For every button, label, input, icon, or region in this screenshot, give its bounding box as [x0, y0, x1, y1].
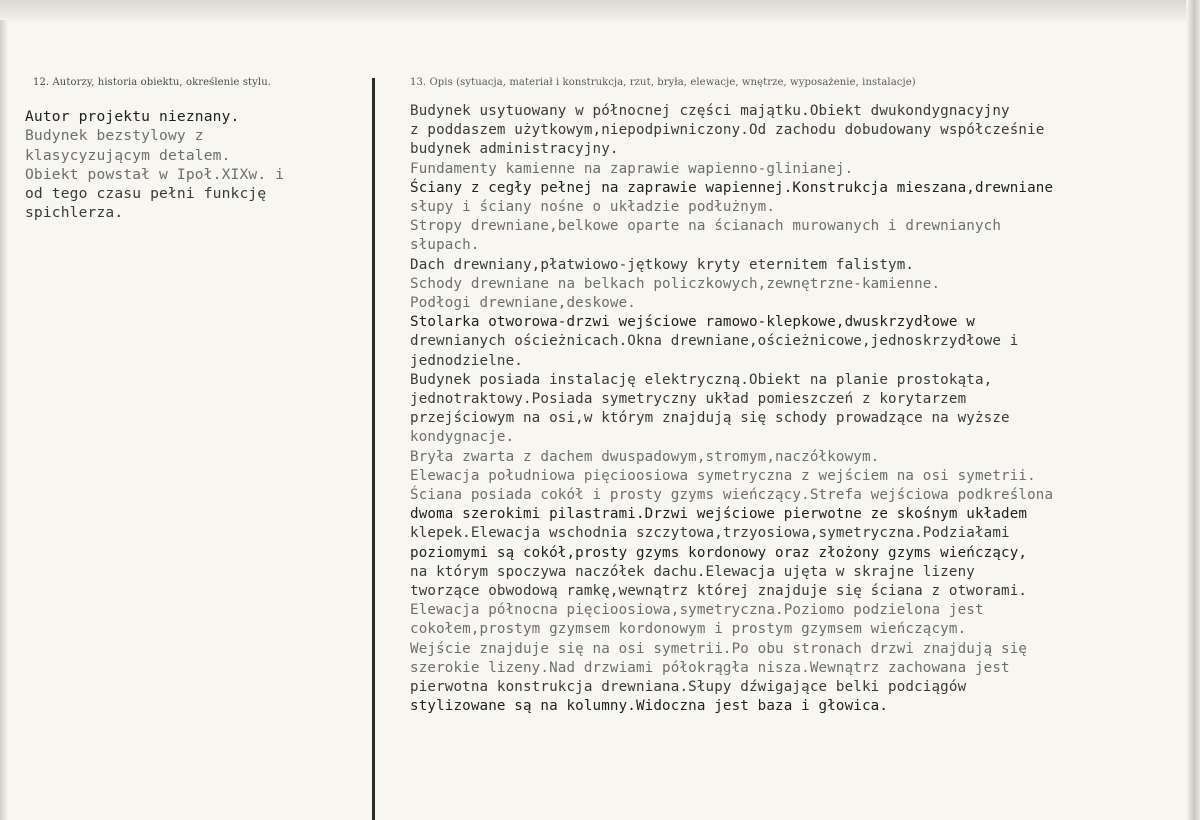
text-line: Elewacja południowa pięcioosiowa symetryczna z wejściem na osi symetrii. — [410, 467, 1036, 484]
text-line: Obiekt powstał w Ipoł.XIXw. i — [25, 165, 285, 183]
text-line: jednotraktowy.Posiada symetryczny układ pomieszczeń z korytarzem — [410, 391, 967, 408]
text-line: Fundamenty kamienne na zaprawie wapienno-glinianej. — [410, 160, 854, 177]
text-line: poziomymi są cokół,prosty gzyms kordonowy oraz złożony gzyms wieńczący, — [410, 544, 1028, 561]
text-line: Autor projektu nieznany. — [25, 108, 240, 125]
text-line: budynek administracyjny. — [410, 141, 619, 158]
text-line: z poddaszem użytkowym,niepodpiwniczony.Od zachodu dobudowany współcześnie — [410, 122, 1045, 139]
text-line: słupach. — [410, 237, 480, 254]
text-line: klepek.Elewacja wschodnia szczytowa,trzyosiowa,symetryczna.Podziałami — [410, 525, 1010, 542]
text-line: Podłogi drewniane,deskowe. — [410, 295, 636, 312]
text-line: Budynek usytuowany w północnej części majątku.Obiekt dwukondygnacyjny — [410, 103, 1010, 119]
text-line: od tego czasu pełni funkcję — [25, 185, 267, 203]
scanner-top-edge — [0, 0, 1200, 22]
text-line: słupy i ściany nośne o układzie podłużnym. — [410, 199, 776, 216]
section-12-header: 12. Autorzy, historia obiektu, określenie stylu. — [33, 77, 272, 88]
page-left-edge — [0, 20, 8, 820]
text-line: na którym spoczywa naczółek dachu.Elewacja ujęta w skrajne lizeny — [410, 563, 975, 580]
text-line: Bryła zwarta z dachem dwuspadowym,stromym,naczółkowym. — [410, 448, 880, 465]
column-divider — [372, 78, 375, 820]
text-line: Ściana posiada cokół i prosty gzyms wieńczący.Strefa wejściowa podkreślona — [410, 487, 1054, 504]
text-line: spichlerza. — [25, 204, 124, 222]
section-12-typed-text — [25, 107, 365, 223]
text-line: Stropy drewniane,belkowe oparte na ścianach murowanych i drewnianych — [410, 218, 1002, 235]
text-line: Elewacja północna pięcioosiowa,symetryczna.Poziomo podzielona jest — [410, 602, 984, 619]
text-line: Ściany z cegły pełnej na zaprawie wapiennej.Konstrukcja mieszana,drewniane — [410, 179, 1054, 196]
text-line: przejściowym na osi,w którym znajdują się schody prowadzące na wyższe — [410, 410, 1010, 427]
text-line: Schody drewniane na belkach policzkowych,zewnętrzne-kamienne. — [410, 275, 941, 292]
text-line: cokołem,prostym gzymsem kordonowym i prostym gzymsem wieńczącym. — [410, 621, 967, 638]
section-13-header: 13. Opis (sytuacja, materiał i konstrukcja, rzut, bryła, elewacje, wnętrze, wyposażenie, instalacje) — [410, 77, 916, 88]
text-line: Stolarka otworowa-drzwi wejściowe ramowo-klepkowe,dwuskrzydłowe w — [410, 314, 975, 331]
text-line: Dach drewniany,płatwiowo-jętkowy kryty eternitem falistym. — [410, 256, 915, 273]
text-line: tworzące obwodową ramkę,wewnątrz której znajduje się ściana z otworami. — [410, 583, 1028, 600]
text-line: szerokie lizeny.Nad drzwiami półokrągła nisza.Wewnątrz zachowana jest — [410, 659, 1010, 676]
text-line: jednodzielne. — [410, 352, 523, 369]
text-line: Budynek bezstylowy z — [25, 127, 204, 145]
text-line: pierwotna konstrukcja drewniana.Słupy dźwigające belki podciągów — [410, 679, 967, 696]
text-line: dwoma szerokimi pilastrami.Drzwi wejściowe pierwotne ze skośnym układem — [410, 506, 1028, 523]
text-line: drewnianych ościeżnicach.Okna drewniane,ościeżnicowe,jednoskrzydłowe i — [410, 333, 1019, 350]
text-line: stylizowane są na kolumny.Widoczna jest baza i głowica. — [410, 698, 889, 715]
text-line: kondygnacje. — [410, 429, 515, 446]
text-line: Wejście znajduje się na osi symetrii.Po obu stronach drzwi znajdują się — [410, 640, 1028, 657]
text-line: Budynek posiada instalację elektryczną.Obiekt na planie prostokąta, — [410, 371, 993, 388]
section-13-typed-text — [410, 102, 1190, 717]
text-line: klasycyzującym detalem. — [25, 146, 231, 164]
